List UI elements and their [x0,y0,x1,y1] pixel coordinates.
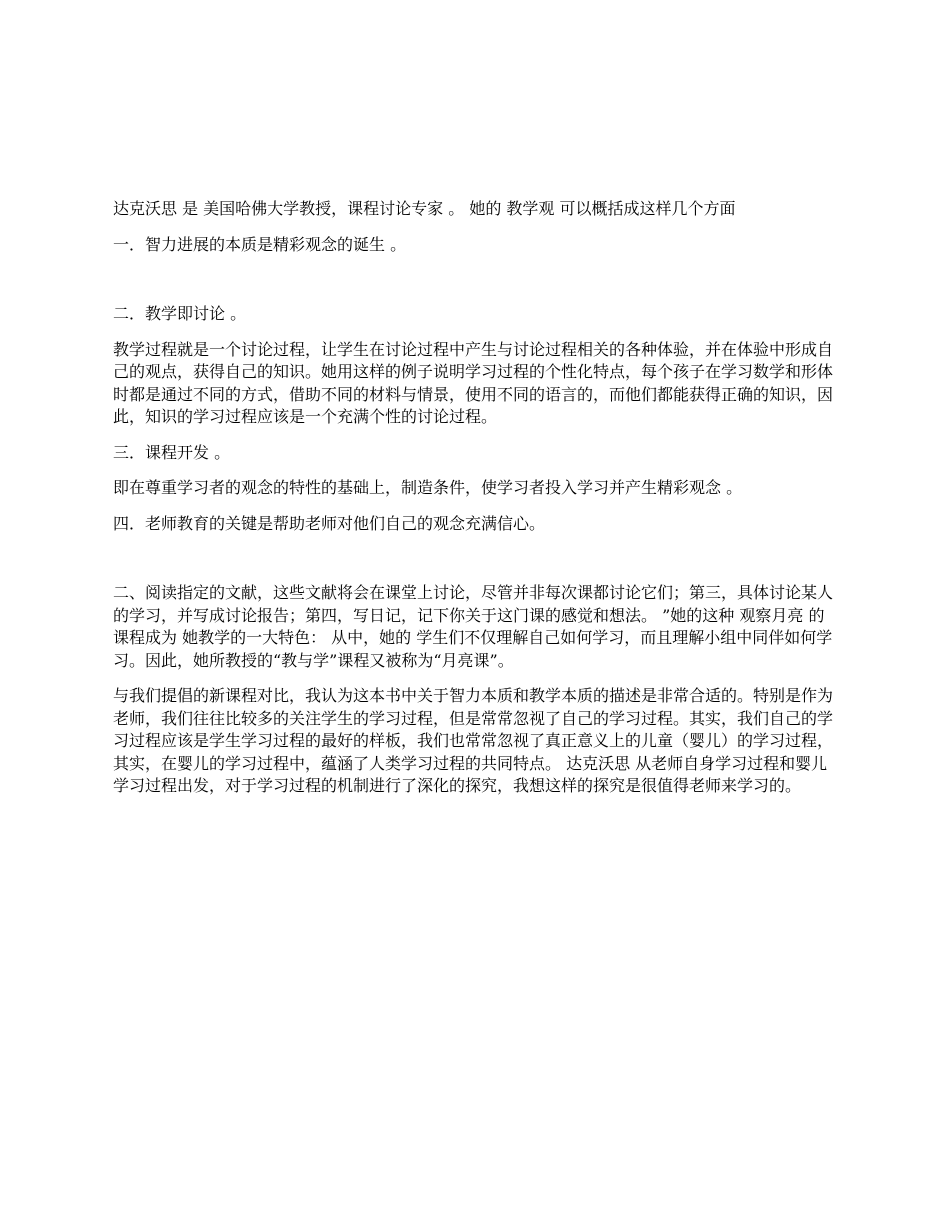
reading-assignment-paragraph: 二、阅读指定的文献，这些文献将会在课堂上讨论，尽管并非每次课都讨论它们；第三，具体讨论某人的学习，并写成讨论报告；第四，写日记，记下你关于这门课的感觉和想法。 ”她的这种 观察月亮 的课程成为 她教学的一大特色： 从中，她的 学生们不仅理解自己如何学习，而且理解小组中同伴如何学习。因此，她所教授的“教与学”课程又被称为“月亮课”。 [113,583,834,670]
curriculum-paragraph: 即在尊重学习者的观念的特性的基础上，制造条件，使学习者投入学习并产生精彩观念 。 [113,478,743,497]
point-two-heading: 二．教学即讨论 。 [113,304,247,323]
teaching-discussion-paragraph: 教学过程就是一个讨论过程，让学生在讨论过程中产生与讨论过程相关的各种体验，并在体验中形成自己的观点，获得自己的知识。她用这样的例子说明学习过程的个性化特点，每个孩子在学习数学和形体时都是通过不同的方式，借助不同的材料与情景，使用不同的语言的，而他们都能获得正确的知识，因此，知识的学习过程应该是一个充满个性的讨论过程。 [113,339,834,426]
reflection-paragraph: 与我们提倡的新课程对比，我认为这本书中关于智力本质和教学本质的描述是非常合适的。特别是作为老师，我们往往比较多的关注学生的学习过程，但是常常忽视了自己的学习过程。其实，我们自己的学习过程应该是学生学习过程的最好的样板，我们也常常忽视了真正意义上的儿童（婴儿）的学习过程，其实，在婴儿的学习过程中，蕴涵了人类学习过程的共同特点。 达克沃思 从老师自身学习过程和婴儿学习过程出发，对于学习过程的机制进行了深化的探究，我想这样的探究是很值得老师来学习的。 [113,686,834,795]
point-one-heading: 一．智力进展的本质是精彩观念的诞生 。 [113,234,407,254]
document-body [113,198,840,811]
point-three-heading: 三．课程开发 。 [113,442,231,462]
point-four-heading: 四．老师教育的关键是帮助老师对他们自己的观念充满信心。 [113,513,546,533]
intro-paragraph: 达克沃思 是 美国哈佛大学教授，课程讨论专家 。 她的 教学观 可以概括成这样几个方面 [113,199,736,218]
